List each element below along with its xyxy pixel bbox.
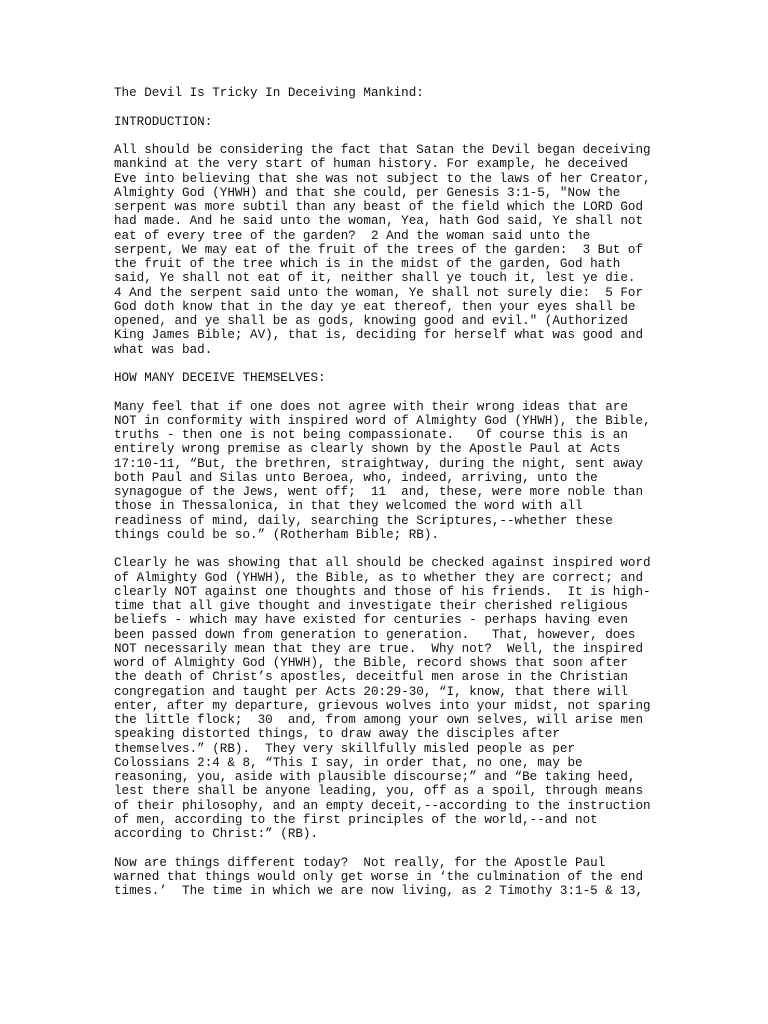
paragraph-compassion: Many feel that if one does not agree with their wrong ideas that are NOT in conformity with inspired word of Almighty God (YHWH), the Bible, truths - then one is not being compassionate. Of course this is an entirely wrong premise as clearly shown by the Apostle Paul at Acts 17:10-11, “But, the brethren, straightway, during the night, sent away both Paul and Silas unto Beroea, who, indeed, arriving, unto the synagogue of the Jews, went off; 11 and, these, were more noble than those in Thessalonica, in that they welcomed the word with all readiness of mind, daily, searching the Scriptures,--whether these things could be so.” (Rotherham Bible; RB). [114,399,651,542]
introduction-paragraph: All should be considering the fact that Satan the Devil began deceiving mankind at the very start of human history. For example, he deceived Eve into believing that she was not subject to the laws of her Creator, Almighty God (YHWH) and that she could, per Genesis 3:1-5, "Now the serpent was more subtil than any beast of the field which the LORD God had made. And he said unto the woman, Yea, hath God said, Ye shall not eat of every tree of the garden? 2 And the woman said unto the serpent, We may eat of the fruit of the trees of the garden: 3 But of the fruit of the tree which is in the midst of the garden, God hath said, Ye shall not eat of it, neither shall ye touch it, lest ye die. 4 And the serpent said unto the woman, Ye shall not surely die: 5 For God doth know that in the day ye eat thereof, then your eyes shall be opened, and ye shall be as gods, knowing good and evil." (Authorized King James Bible; AV), that is, deciding for herself what was good and what was bad. [114,143,651,357]
document-body [114,86,674,913]
section-heading-deceive-themselves: HOW MANY DECEIVE THEMSELVES: [114,371,326,385]
paragraph-things-different-today: Now are things different today? Not really, for the Apostle Paul warned that things would only get worse in ‘the culmination of the end times.’ The time in which we are now living, as 2 Timothy 3:1-5 & 13, [114,855,644,898]
introduction-heading: INTRODUCTION: [114,114,213,129]
paragraph-checked-against-word: Clearly he was showing that all should be checked against inspired word of Almighty God (YHWH), the Bible, as to whether they are correct; and clearly NOT against one thoughts and those of his friends. It is high- time that all give thought and investigate their cherished religious beliefs - which may have existed for centuries - perhaps having even been passed down from generation to generation. That, however, does NOT necessarily mean that they are true. Why not? Well, the inspired word of Almighty God (YHWH), the Bible, record shows that soon after the death of Christ’s apostles, deceitful men arose in the Christian congregation and taught per Acts 20:29-30, “I, know, that there will enter, after my departure, grievous wolves into your midst, not sparing the little flock; 30 and, from among your own selves, will arise men speaking distorted things, to draw away the disciples after themselves.” (RB). They very skillfully misled people as per Colossians 2:4 & 8, “This I say, in order that, no one, may be reasoning, you, aside with plausible discourse;” and “Be taking heed, lest there shall be anyone leading, you, off as a spoil, through means of their philosophy, and an empty deceit,--according to the instruction of men, according to the first principles of the world,--and not according to Christ:” (RB). [114,556,651,841]
document-title: The Devil Is Tricky In Deceiving Mankind: [114,86,424,100]
